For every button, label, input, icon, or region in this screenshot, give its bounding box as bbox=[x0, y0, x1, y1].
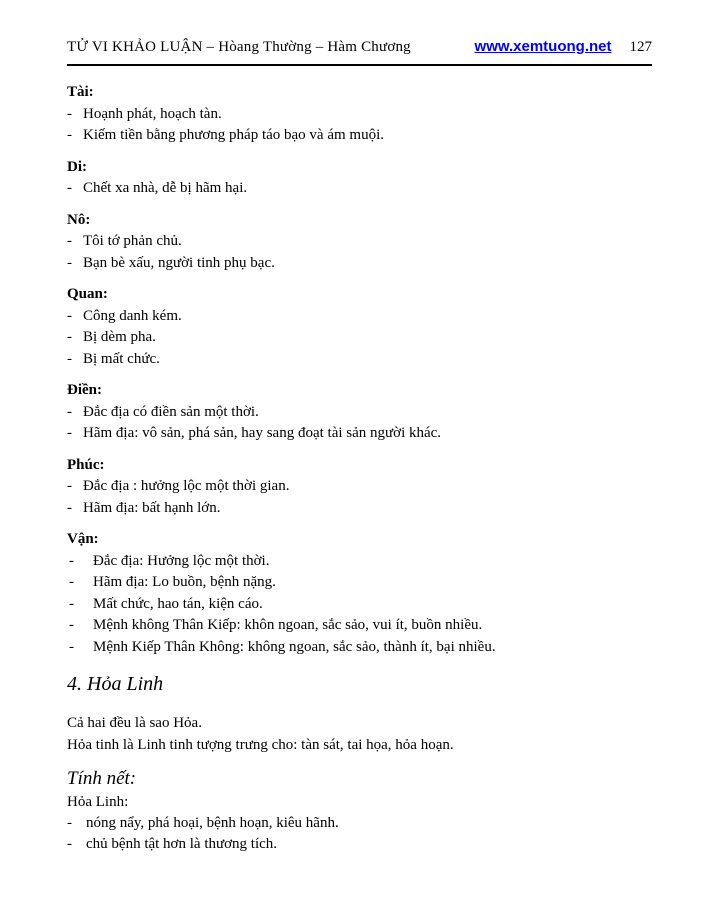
list-item bbox=[67, 572, 652, 594]
bullet-dash: - bbox=[67, 425, 72, 441]
list-item-text: Đắc địa : hưởng lộc một thời gian. bbox=[83, 478, 290, 494]
list-item bbox=[67, 498, 652, 520]
section bbox=[67, 455, 652, 520]
section-heading: Phúc: bbox=[67, 456, 105, 473]
bullet-dash: - bbox=[67, 180, 72, 196]
list-item bbox=[67, 594, 652, 616]
section-heading: Vận: bbox=[67, 531, 99, 547]
list-item-text: chủ bệnh tật hơn là thương tích. bbox=[86, 835, 278, 852]
list-item bbox=[67, 306, 652, 328]
bullet-dash: - bbox=[69, 574, 74, 590]
intro-line: Cả hai đều là sao Hỏa. bbox=[67, 715, 202, 731]
list-item bbox=[67, 402, 652, 424]
chapter bbox=[67, 671, 652, 854]
bullet-dash: - bbox=[67, 835, 72, 852]
list-item bbox=[67, 104, 652, 126]
section-heading: Di: bbox=[67, 158, 87, 175]
bullet-dash: - bbox=[67, 478, 72, 494]
section bbox=[67, 210, 652, 275]
list-item bbox=[67, 615, 652, 637]
page-header bbox=[67, 38, 652, 66]
header-right bbox=[475, 38, 652, 56]
bullet-dash: - bbox=[67, 233, 72, 249]
bullet-dash: - bbox=[69, 638, 74, 655]
list-item bbox=[67, 813, 652, 834]
chapter-subheading: Tính nết: bbox=[67, 768, 137, 789]
list-item bbox=[67, 125, 652, 147]
list-item bbox=[67, 327, 652, 349]
list-item-text: Mệnh không Thân Kiếp: khôn ngoan, sắc sảo, vui ít, buồn nhiều. bbox=[93, 617, 483, 633]
list-item-text: Bạn bè xấu, người tinh phụ bạc. bbox=[83, 254, 275, 271]
list-item-text: Đắc địa: Hưởng lộc một thời. bbox=[93, 552, 270, 569]
section-heading: Quan: bbox=[67, 286, 108, 302]
list-item-text: Mất chức, hao tán, kiện cáo. bbox=[93, 595, 263, 612]
section-heading: Nô: bbox=[67, 211, 91, 228]
bullet-dash: - bbox=[67, 815, 72, 831]
book-title: TỬ VI KHẢO LUẬN – Hòang Thường – Hàm Chương bbox=[67, 39, 411, 55]
bullet-dash: - bbox=[67, 350, 72, 367]
section-heading: Điền: bbox=[67, 382, 102, 398]
list-item bbox=[67, 178, 652, 200]
chapter-intro bbox=[67, 713, 652, 756]
list-item-text: Đắc địa có điền sản một thời. bbox=[83, 403, 259, 420]
list-item-text: Bị mất chức. bbox=[83, 350, 160, 367]
section bbox=[67, 380, 652, 445]
bullet-dash: - bbox=[67, 329, 72, 345]
chapter-sublabel: Hỏa Linh: bbox=[67, 794, 129, 810]
chapter-heading: 4. Hỏa Linh bbox=[67, 673, 164, 695]
bullet-dash: - bbox=[67, 105, 72, 122]
intro-line: Hỏa tinh là Linh tinh tượng trưng cho: tàn sát, tai họa, hỏa hoạn. bbox=[67, 736, 454, 753]
list-item bbox=[67, 551, 652, 573]
list-item bbox=[67, 834, 652, 855]
list-item-text: Hãm địa: vô sản, phá sản, hay sang đoạt tài sản người khác. bbox=[83, 425, 442, 441]
list-item-text: Hãm địa: Lo buồn, bệnh nặng. bbox=[93, 574, 276, 590]
bullet-dash: - bbox=[67, 254, 72, 271]
page-content bbox=[67, 38, 652, 854]
list-item bbox=[67, 231, 652, 253]
section bbox=[67, 529, 652, 658]
bullet-dash: - bbox=[67, 307, 72, 324]
list-item-text: Bị dèm pha. bbox=[83, 329, 156, 345]
bullet-dash: - bbox=[67, 499, 72, 516]
list-item bbox=[67, 637, 652, 659]
list-item-text: Công danh kém. bbox=[83, 307, 182, 324]
list-item bbox=[67, 253, 652, 275]
bullet-dash: - bbox=[69, 552, 74, 569]
list-item-text: Hoạnh phát, hoạch tàn. bbox=[83, 105, 222, 122]
list-item-text: Hãm địa: bất hạnh lớn. bbox=[83, 499, 221, 516]
section-heading: Tài: bbox=[67, 84, 94, 100]
chapter-items bbox=[67, 813, 652, 854]
sections-container bbox=[67, 82, 652, 658]
list-item-text: Chết xa nhà, dễ bị hãm hại. bbox=[83, 180, 248, 196]
list-item bbox=[67, 423, 652, 445]
list-item-text: Kiếm tiền bằng phương pháp táo bạo và ám muội. bbox=[83, 127, 384, 143]
section bbox=[67, 157, 652, 200]
website-link[interactable]: www.xemtuong.net bbox=[474, 38, 612, 55]
bullet-dash: - bbox=[69, 595, 74, 612]
bullet-dash: - bbox=[67, 403, 72, 420]
section bbox=[67, 82, 652, 147]
list-item-text: nóng nẩy, phá hoại, bệnh hoạn, kiêu hãnh. bbox=[86, 815, 339, 831]
page-number: 127 bbox=[629, 39, 652, 55]
list-item bbox=[67, 349, 652, 371]
bullet-dash: - bbox=[67, 127, 72, 143]
section bbox=[67, 284, 652, 370]
bullet-dash: - bbox=[69, 617, 74, 633]
list-item-text: Tôi tớ phản chủ. bbox=[83, 233, 182, 249]
list-item-text: Mệnh Kiếp Thân Không: không ngoan, sắc sảo, thành ít, bại nhiều. bbox=[93, 638, 496, 655]
list-item bbox=[67, 476, 652, 498]
